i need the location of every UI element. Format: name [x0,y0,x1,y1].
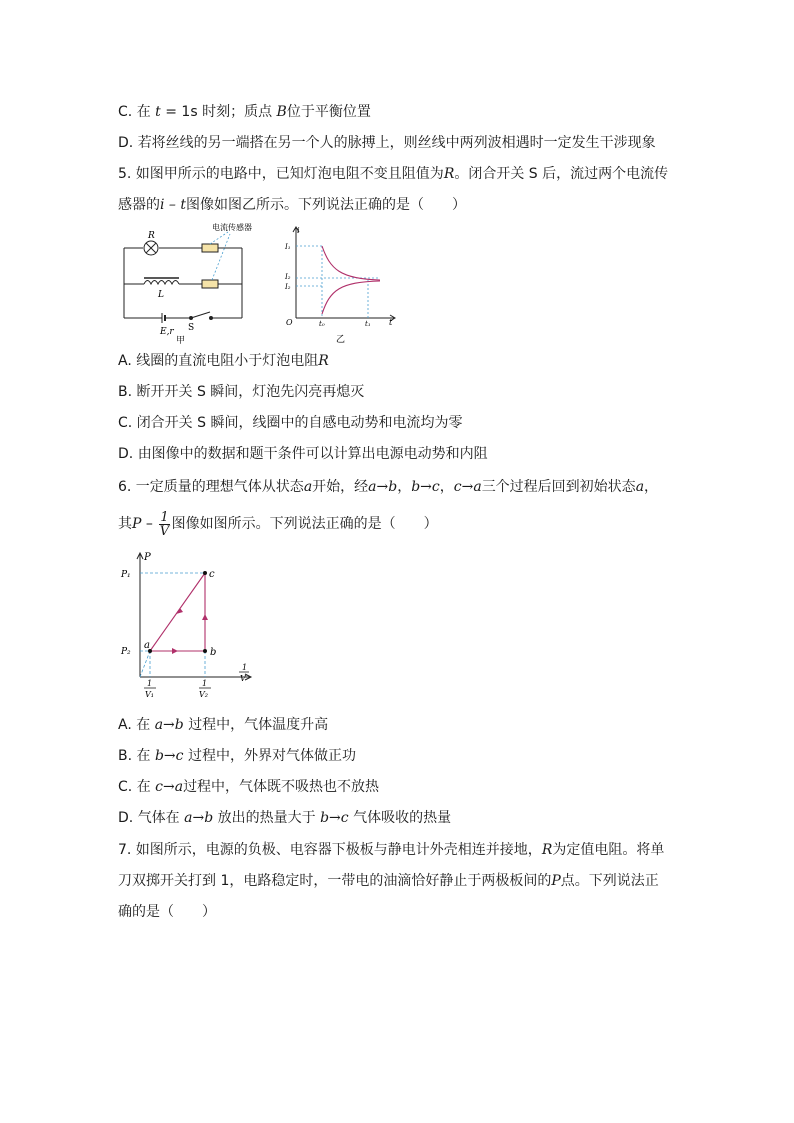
label-I3: I₂ [285,283,291,291]
x1-num: 1 [147,679,153,688]
q5-circuit-figure [118,222,252,346]
caption-yi: 乙 [336,335,346,345]
xaxis-num: 1 [242,663,248,672]
q4-option-c: C. 在 t = 1s 时刻；质点 B位于平衡位置 [118,104,371,120]
xaxis-den: V [240,674,246,683]
x1-den: V₁ [145,690,154,699]
label-P1: P₁ [121,570,131,580]
q4-option-d: D. 若将丝线的另一端搭在另一个人的脉搏上，则丝线中两列波相遇时一定发生干涉现象 [118,135,656,151]
q6-pv-graph [118,550,256,700]
q6-option-c: C. 在 c→a过程中，气体既不吸热也不放热 [118,779,380,795]
label-P2: P₂ [121,647,131,657]
label-S: S [188,323,195,333]
axis-t: t [389,318,393,327]
point-c: c [209,569,215,580]
label-I1: I₁ [285,243,291,251]
q5-stem-line1: 5. 如图甲所示的电路中，已知灯泡电阻不变且阻值为R。闭合开关 S 后，流过两个电流传 [118,166,669,182]
q5-option-b: B. 断开开关 S 瞬间，灯泡先闪亮再熄灭 [118,384,365,400]
axis-i: i [297,226,300,235]
q5-stem-line2: 感器的i – t图像如图乙所示。下列说法正确的是（ ） [118,197,467,213]
q5-option-c: C. 闭合开关 S 瞬间，线圈中的自感电动势和电流均为零 [118,415,463,431]
point-a: a [144,640,150,651]
q7-stem-line2: 刀双掷开关打到 1，电路稳定时，一带电的油滴恰好静止于两极板间的P点。下列说法正 [118,873,659,889]
q6-option-b: B. 在 b→c 过程中，外界对气体做正功 [118,748,356,764]
label-L: L [158,290,164,300]
q5-it-graph [282,224,400,346]
point-b: b [210,647,217,658]
label-sensor: 电流传感器 [212,223,252,232]
label-t1: t₁ [365,320,371,328]
x2-den: V₂ [199,690,208,699]
label-I2: I₂ [285,273,291,281]
q6-stem-line1: 6. 一定质量的理想气体从状态a开始，经a→b，b→c，c→a三个过程后回到初始状态a， [118,479,659,495]
origin-O: O [286,318,293,327]
caption-jia: 甲 [176,336,186,346]
q7-stem-line3: 确的是（ ） [118,904,216,920]
q6-option-a: A. 在 a→b 过程中，气体温度升高 [118,717,329,733]
label-t0: t₀ [319,320,325,328]
q5-option-a: A. 线圈的直流电阻小于灯泡电阻R [118,353,329,369]
q6-option-d: D. 气体在 a→b 放出的热量大于 b→c 气体吸收的热量 [118,810,452,826]
label-Er: E,r [160,327,174,337]
q6-stem-line2: 其P – $\frac{1}{V}$ 图像如图所示。下列说法正确的是（ ） [118,509,438,539]
q7-stem-line1: 7. 如图所示，电源的负极、电容器下极板与静电计外壳相连并接地，R为定值电阻。将单 [118,842,665,858]
axis-P: P [144,552,151,563]
x2-num: 1 [202,679,208,688]
q5-option-d: D. 由图像中的数据和题干条件可以计算出电源电动势和内阻 [118,446,488,462]
label-R: R [148,231,155,241]
